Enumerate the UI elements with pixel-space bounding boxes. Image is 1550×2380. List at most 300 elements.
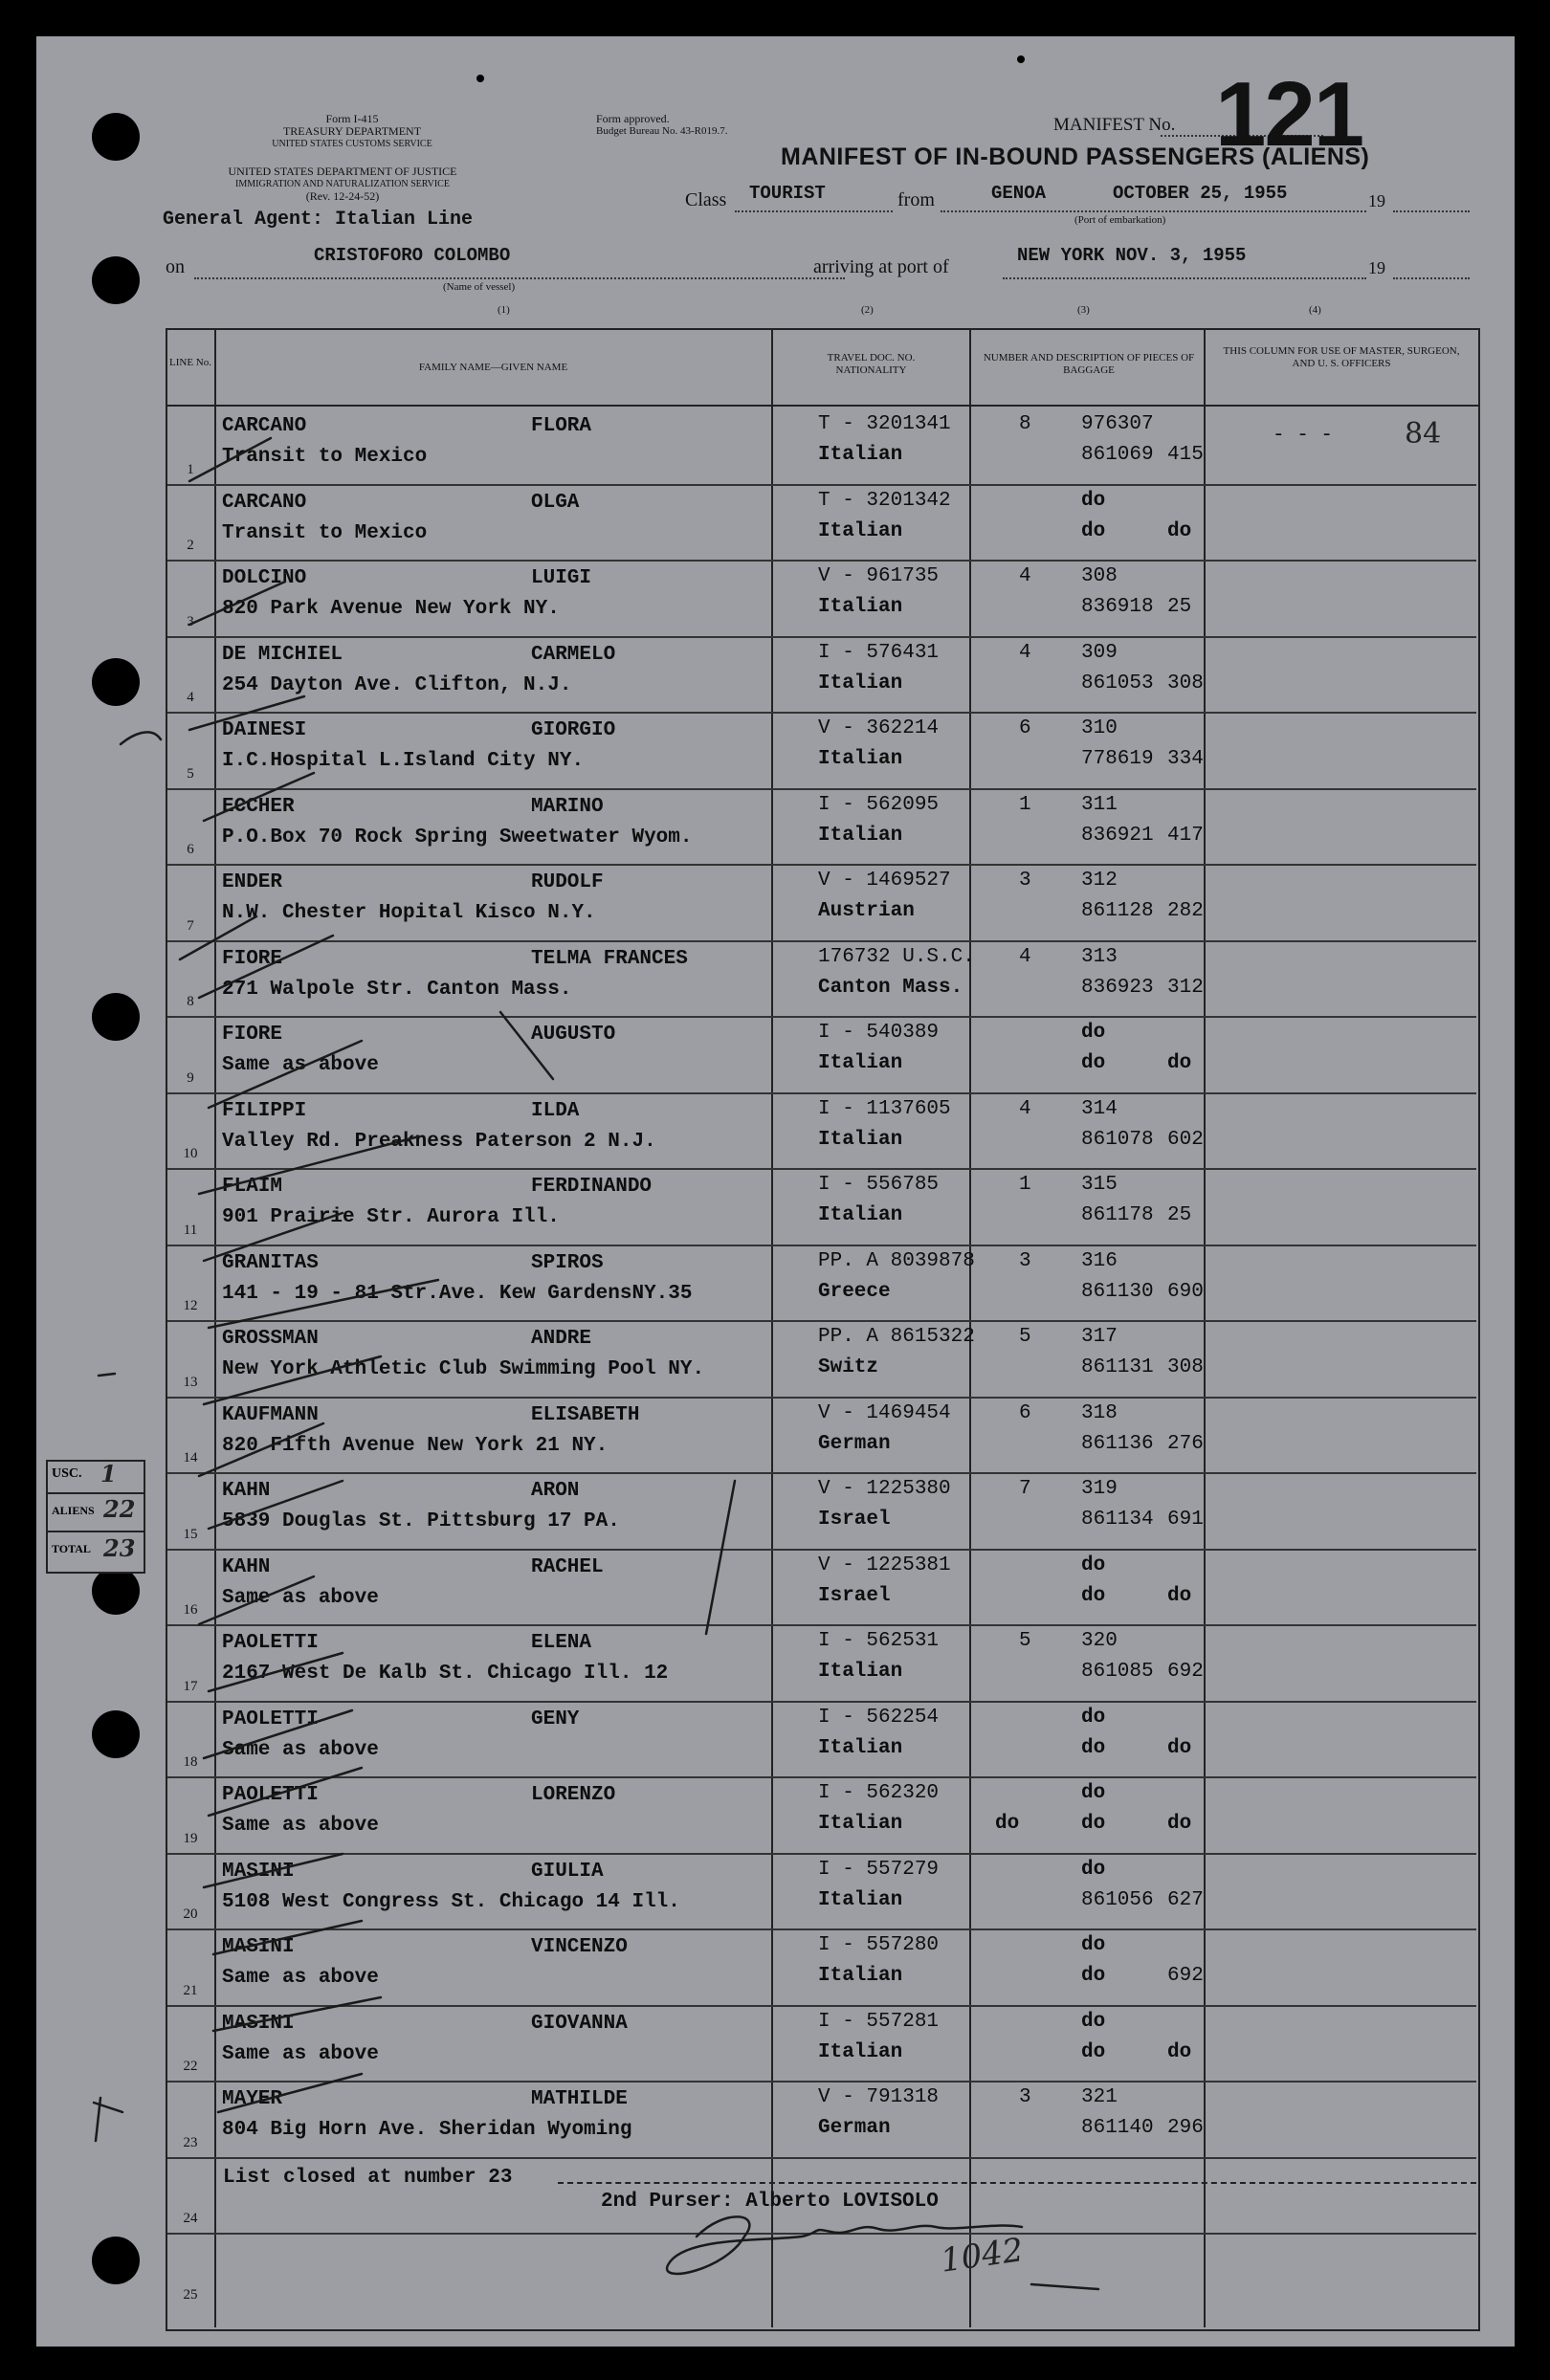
baggage-check: 836921 (1081, 824, 1154, 847)
line-number: 20 (183, 1906, 198, 1922)
nationality: Italian (818, 1813, 903, 1835)
line-number: 24 (183, 2211, 198, 2226)
table-row (167, 1549, 1476, 1627)
address: New York Athletic Club Swimming Pool NY. (222, 1358, 705, 1380)
given-name: TELMA FRANCES (531, 947, 688, 970)
travel-doc-number: I - 562531 (818, 1630, 940, 1652)
address: 141 - 19 - 81 Str.Ave. Kew GardensNY.35 (222, 1282, 693, 1305)
bottom-number: 1042 (938, 2231, 1026, 2281)
baggage-tag: 321 (1081, 2086, 1118, 2108)
address: Same as above (222, 2042, 379, 2065)
family-name: FLAIM (222, 1176, 283, 1198)
line-number: 19 (183, 1830, 198, 1846)
address: 5108 West Congress St. Chicago 14 Ill. (222, 1890, 680, 1913)
baggage-weight: 415 (1167, 444, 1204, 466)
family-name: MASINI (222, 1860, 295, 1883)
given-name: MATHILDE (531, 2088, 628, 2110)
binder-hole (92, 1567, 140, 1615)
treasury-dept: TREASURY DEPARTMENT (282, 124, 422, 138)
table-row (167, 864, 1476, 942)
stamp-total-label: TOTAL (52, 1542, 91, 1555)
nationality: Switz (818, 1356, 879, 1378)
travel-doc-number: V - 362214 (818, 717, 940, 739)
line-number: 10 (183, 1146, 198, 1161)
travel-doc-number: I - 1137605 (818, 1097, 951, 1120)
baggage-tag: 313 (1081, 945, 1118, 968)
baggage-weight: do (1167, 2040, 1192, 2063)
address: Same as above (222, 1586, 379, 1609)
year-line (1393, 210, 1470, 212)
closing-line (558, 2182, 1476, 2184)
table-row (167, 2005, 1476, 2083)
manifest-title: MANIFEST OF IN-BOUND PASSENGERS (ALIENS) (781, 143, 1370, 170)
travel-doc-number: V - 1469454 (818, 1401, 951, 1424)
nationality: Italian (818, 1965, 903, 1987)
given-name: FLORA (531, 415, 592, 437)
table-row (167, 1320, 1476, 1399)
line-number: 3 (187, 613, 194, 629)
vessel-name: CRISTOFORO COLOMBO (314, 245, 511, 266)
family-name: GROSSMAN (222, 1328, 319, 1350)
column-number: (4) (1309, 304, 1321, 316)
baggage-tag: 317 (1081, 1326, 1118, 1348)
baggage-weight: 25 (1167, 596, 1192, 618)
address: Valley Rd. Preakness Paterson 2 N.J. (222, 1130, 656, 1153)
line-number: 17 (183, 1678, 198, 1694)
stamp-total-value: 23 (103, 1534, 136, 1562)
baggage-tag: 319 (1081, 1478, 1118, 1500)
family-name: CARCANO (222, 491, 307, 514)
nationality: Austrian (818, 900, 915, 922)
table-row (167, 1016, 1476, 1094)
address: P.O.Box 70 Rock Spring Sweetwater Wyom. (222, 826, 693, 848)
line-number: 4 (187, 690, 194, 705)
nationality: Israel (818, 1584, 891, 1607)
baggage-weight: 312 (1167, 976, 1204, 999)
ins-service: IMMIGRATION AND NATURALIZATION SERVICE (235, 179, 450, 189)
given-name: ELISABETH (531, 1403, 640, 1426)
baggage-check: 778619 (1081, 748, 1154, 770)
address: N.W. Chester Hopital Kisco N.Y. (222, 902, 596, 924)
line-number: 8 (187, 994, 194, 1009)
address: 254 Dayton Ave. Clifton, N.J. (222, 673, 572, 696)
given-name: GIOVANNA (531, 2012, 628, 2035)
column-header-officers: THIS COLUMN FOR USE OF MASTER, SURGEON, AND U. S. OFFICERS (1223, 345, 1460, 369)
address: Same as above (222, 1815, 379, 1837)
baggage-pieces: 4 (1019, 945, 1031, 968)
baggage-tag: do (1081, 1934, 1106, 1956)
baggage-check: 861136 (1081, 1432, 1154, 1455)
nationality: Italian (818, 519, 903, 542)
baggage-tag: 316 (1081, 1249, 1118, 1272)
travel-doc-number: I - 557281 (818, 2010, 940, 2033)
baggage-tag: 308 (1081, 565, 1118, 587)
table-row (167, 1472, 1476, 1551)
travel-doc-number: V - 791318 (818, 2086, 940, 2108)
customs-service: UNITED STATES CUSTOMS SERVICE (272, 139, 432, 149)
form-number: Form I-415 (325, 112, 379, 125)
family-name: PAOLETTI (222, 1784, 319, 1806)
manifest-number: 121 (1215, 63, 1363, 165)
address: 2167 West De Kalb St. Chicago Ill. 12 (222, 1663, 669, 1685)
family-name: KAUFMANN (222, 1403, 319, 1426)
address: 271 Walpole Str. Canton Mass. (222, 978, 572, 1001)
line-number: 16 (183, 1602, 198, 1618)
table-row (167, 1624, 1476, 1703)
speck (1017, 55, 1025, 63)
family-name: ENDER (222, 871, 283, 893)
class-label: Class (685, 189, 727, 210)
nationality: Italian (818, 444, 903, 466)
baggage-pieces: 5 (1019, 1630, 1031, 1652)
travel-doc-number: V - 1225380 (818, 1478, 951, 1500)
line-number: 6 (187, 842, 194, 857)
baggage-weight: do (1167, 1813, 1192, 1835)
nationality: Italian (818, 1888, 903, 1911)
family-name: DOLCINO (222, 567, 307, 589)
class-value: TOURIST (749, 183, 826, 204)
baggage-pieces: 4 (1019, 641, 1031, 664)
table-row (167, 940, 1476, 1019)
table-header-divider (166, 405, 1478, 407)
nationality: Italian (818, 2040, 903, 2063)
address: 820 Park Avenue New York NY. (222, 598, 560, 620)
travel-doc-number: 176732 U.S.C. (818, 945, 975, 968)
tally-stamp (46, 1460, 145, 1574)
on-label: on (166, 256, 185, 277)
address: Same as above (222, 1054, 379, 1076)
baggage-pieces: 3 (1019, 870, 1031, 892)
family-name: PAOLETTI (222, 1632, 319, 1654)
line-number: 12 (183, 1298, 198, 1313)
given-name: ANDRE (531, 1328, 592, 1350)
officer-mark: 84 (1405, 417, 1442, 451)
table-row (167, 1092, 1476, 1171)
baggage-check: 836923 (1081, 976, 1154, 999)
family-name: GRANITAS (222, 1251, 319, 1274)
travel-doc-number: PP. A 8615322 (818, 1326, 975, 1348)
given-name: MARINO (531, 795, 604, 818)
binder-hole (92, 658, 140, 706)
travel-doc-number: I - 562095 (818, 793, 940, 816)
baggage-tag: 976307 (1081, 413, 1154, 435)
port-embarkation-note: (Port of embarkation) (1074, 214, 1166, 226)
baggage-pieces: 5 (1019, 1326, 1031, 1348)
given-name: LORENZO (531, 1784, 616, 1806)
address: Same as above (222, 1738, 379, 1761)
baggage-check: do (1081, 1813, 1106, 1835)
list-closed-note: List closed at number 23 (223, 2167, 513, 2189)
baggage-weight: 417 (1167, 824, 1204, 847)
travel-doc-number: I - 562254 (818, 1706, 940, 1729)
family-name: KAHN (222, 1480, 271, 1502)
binder-hole (92, 993, 140, 1041)
table-row (167, 2233, 1476, 2309)
baggage-check: 861128 (1081, 900, 1154, 922)
baggage-pieces: do (995, 1813, 1020, 1835)
baggage-weight: 692 (1167, 1965, 1204, 1987)
baggage-check: 861140 (1081, 2117, 1154, 2139)
baggage-weight: 602 (1167, 1128, 1204, 1151)
line-number: 15 (183, 1526, 198, 1542)
family-name: PAOLETTI (222, 1708, 319, 1730)
column-header-line-no: LINE No. (169, 357, 211, 368)
speck (476, 75, 484, 82)
given-name: OLGA (531, 491, 580, 514)
travel-doc-number: I - 562320 (818, 1782, 940, 1804)
baggage-weight: do (1167, 1736, 1192, 1759)
given-name: LUIGI (531, 567, 592, 589)
given-name: AUGUSTO (531, 1024, 616, 1046)
baggage-weight: 627 (1167, 1888, 1204, 1911)
baggage-tag: 312 (1081, 870, 1118, 892)
line-number: 18 (183, 1754, 198, 1770)
vessel-line (194, 277, 845, 279)
baggage-check: do (1081, 1965, 1106, 1987)
baggage-weight: 296 (1167, 2117, 1204, 2139)
family-name: FIORE (222, 1024, 283, 1046)
baggage-weight: 334 (1167, 748, 1204, 770)
stamp-aliens-label: ALIENS (52, 1504, 95, 1517)
arrival-port-date: NEW YORK NOV. 3, 1955 (1017, 245, 1247, 266)
nationality: Italian (818, 824, 903, 847)
year-suffix: 19 (1368, 191, 1385, 210)
line-number: 22 (183, 2059, 198, 2074)
table-row (167, 1168, 1476, 1246)
nationality: Italian (818, 1052, 903, 1074)
baggage-check: do (1081, 1052, 1106, 1074)
year-line (1393, 277, 1470, 279)
table-row (167, 408, 1476, 486)
family-name: MASINI (222, 1936, 295, 1958)
baggage-tag: do (1081, 1706, 1106, 1729)
table-row (167, 712, 1476, 790)
column-header-baggage: NUMBER AND DESCRIPTION OF PIECES OF BAGGAGE (983, 352, 1195, 376)
baggage-tag: 314 (1081, 1097, 1118, 1120)
baggage-pieces: 7 (1019, 1478, 1031, 1500)
purser-name: 2nd Purser: Alberto LOVISOLO (601, 2191, 939, 2213)
nationality: Italian (818, 1128, 903, 1151)
table-row (167, 788, 1476, 867)
general-agent: General Agent: Italian Line (163, 209, 474, 231)
family-name: DAINESI (222, 719, 307, 741)
baggage-check: 861056 (1081, 1888, 1154, 1911)
line-number: 25 (183, 2286, 198, 2303)
line-number: 9 (187, 1069, 194, 1086)
line-number: 14 (183, 1450, 198, 1465)
given-name: GIORGIO (531, 719, 616, 741)
address: 901 Prairie Str. Aurora Ill. (222, 1206, 560, 1228)
line-number: 11 (183, 1222, 198, 1238)
table-row (167, 1853, 1476, 1931)
family-name: CARCANO (222, 415, 307, 437)
baggage-pieces: 8 (1019, 413, 1031, 435)
family-name: ECCHER (222, 795, 295, 818)
nationality: Italian (818, 1204, 903, 1226)
given-name: ELENA (531, 1632, 592, 1654)
travel-doc-number: I - 576431 (818, 641, 940, 664)
stamp-aliens-value: 22 (103, 1495, 136, 1523)
baggage-tag: 318 (1081, 1401, 1118, 1424)
baggage-pieces: 1 (1019, 1174, 1031, 1196)
address: Transit to Mexico (222, 521, 428, 544)
baggage-pieces: 3 (1019, 2086, 1031, 2108)
baggage-check: 861085 (1081, 1661, 1154, 1683)
from-label: from (897, 189, 935, 210)
column-number: (1) (498, 304, 510, 316)
given-name: CARMELO (531, 643, 616, 666)
address: Transit to Mexico (222, 446, 428, 468)
from-value: GENOA (991, 183, 1047, 204)
baggage-tag: 320 (1081, 1630, 1118, 1652)
travel-doc-number: T - 3201341 (818, 413, 951, 435)
line-number: 21 (183, 1982, 198, 1998)
nationality: Israel (818, 1509, 891, 1531)
officer-note: - - - (1273, 425, 1334, 447)
nationality: Italian (818, 1661, 903, 1683)
baggage-weight: 282 (1167, 900, 1204, 922)
baggage-tag: do (1081, 1022, 1106, 1044)
budget-bureau: Budget Bureau No. 43-R019.7. (596, 125, 728, 137)
given-name: RUDOLF (531, 871, 604, 893)
baggage-check: 861130 (1081, 1280, 1154, 1303)
given-name: GIULIA (531, 1860, 604, 1883)
baggage-pieces: 1 (1019, 793, 1031, 816)
baggage-tag: 310 (1081, 717, 1118, 739)
address: I.C.Hospital L.Island City NY. (222, 750, 585, 772)
baggage-tag: do (1081, 2010, 1106, 2033)
table-row (167, 1701, 1476, 1779)
binder-hole (92, 2237, 140, 2284)
baggage-weight: do (1167, 1052, 1192, 1074)
table-row (167, 1397, 1476, 1475)
justice-dept: UNITED STATES DEPARTMENT OF JUSTICE (228, 165, 457, 178)
stamp-usc-label: USC. (52, 1466, 82, 1481)
baggage-tag: 315 (1081, 1174, 1118, 1196)
baggage-pieces: 6 (1019, 717, 1031, 739)
family-name: FILIPPI (222, 1099, 307, 1122)
manifest-label: MANIFEST No. (1053, 115, 1176, 135)
revision: (Rev. 12-24-52) (305, 189, 380, 203)
table-row (167, 1928, 1476, 2007)
baggage-check: do (1081, 2040, 1106, 2063)
line-number: 1 (187, 461, 194, 477)
line-number: 5 (187, 765, 194, 782)
nationality: Italian (818, 672, 903, 694)
family-name: FIORE (222, 947, 283, 970)
baggage-tag: 311 (1081, 793, 1118, 816)
from-line (941, 210, 1366, 212)
travel-doc-number: I - 540389 (818, 1022, 940, 1044)
address: Same as above (222, 1967, 379, 1989)
line-number: 23 (183, 2134, 198, 2150)
baggage-check: 861053 (1081, 672, 1154, 694)
binder-hole (92, 113, 140, 161)
baggage-tag: do (1081, 1782, 1106, 1804)
nationality: Greece (818, 1280, 891, 1303)
baggage-tag: do (1081, 1554, 1106, 1576)
baggage-check: 836918 (1081, 596, 1154, 618)
column-number: (3) (1077, 304, 1090, 316)
baggage-tag: 309 (1081, 641, 1118, 664)
travel-doc-number: V - 1225381 (818, 1554, 951, 1576)
nationality: Canton Mass. (818, 976, 963, 999)
nationality: German (818, 2117, 891, 2139)
baggage-check: 861069 (1081, 444, 1154, 466)
column-header-name: FAMILY NAME—GIVEN NAME (418, 362, 568, 373)
arriving-label: arriving at port of (813, 256, 949, 277)
travel-doc-number: I - 556785 (818, 1174, 940, 1196)
baggage-check: 861078 (1081, 1128, 1154, 1151)
family-name: MAYER (222, 2088, 283, 2110)
year-suffix: 19 (1368, 258, 1385, 277)
arrival-line (1003, 277, 1366, 279)
table-row (167, 636, 1476, 715)
line-number: 2 (187, 538, 194, 553)
column-number: (2) (861, 304, 874, 316)
baggage-weight: 690 (1167, 1280, 1204, 1303)
nationality: German (818, 1432, 891, 1455)
given-name: SPIROS (531, 1251, 604, 1274)
baggage-check: do (1081, 1736, 1106, 1759)
baggage-weight: 692 (1167, 1661, 1204, 1683)
baggage-check: 861178 (1081, 1204, 1154, 1226)
address: 804 Big Horn Ave. Sheridan Wyoming (222, 2119, 632, 2141)
family-name: MASINI (222, 2012, 295, 2035)
given-name: GENY (531, 1708, 580, 1730)
class-line (735, 210, 893, 212)
address: 820 Fifth Avenue New York 21 NY. (222, 1434, 609, 1457)
baggage-weight: 691 (1167, 1509, 1204, 1531)
column-header-travel-doc: TRAVEL DOC. NO. NATIONALITY (827, 352, 916, 376)
baggage-pieces: 3 (1019, 1249, 1031, 1272)
baggage-weight: 308 (1167, 1356, 1204, 1378)
manifest-sheet (36, 36, 1515, 2347)
nationality: Italian (818, 748, 903, 770)
baggage-pieces: 4 (1019, 565, 1031, 587)
baggage-weight: 276 (1167, 1432, 1204, 1455)
stamp-usc-value: 1 (100, 1460, 117, 1488)
nationality: Italian (818, 596, 903, 618)
vessel-note: (Name of vessel) (443, 281, 516, 293)
travel-doc-number: T - 3201342 (818, 489, 951, 512)
family-name: KAHN (222, 1555, 271, 1578)
baggage-weight: do (1167, 519, 1192, 542)
table-row (167, 1776, 1476, 1855)
travel-doc-number: V - 961735 (818, 565, 940, 587)
travel-doc-number: I - 557279 (818, 1858, 940, 1881)
baggage-weight: 308 (1167, 672, 1204, 694)
baggage-tag: do (1081, 1858, 1106, 1881)
departure-date: OCTOBER 25, 1955 (1113, 183, 1288, 204)
binder-hole (92, 256, 140, 304)
baggage-check: 861131 (1081, 1356, 1154, 1378)
family-name: DE MICHIEL (222, 643, 343, 666)
table-row (167, 1245, 1476, 1323)
travel-doc-number: PP. A 8039878 (818, 1249, 975, 1272)
address: 5839 Douglas St. Pittsburg 17 PA. (222, 1510, 620, 1532)
given-name: FERDINANDO (531, 1176, 653, 1198)
line-number: 7 (187, 917, 194, 934)
baggage-pieces: 4 (1019, 1097, 1031, 1120)
baggage-check: do (1081, 1584, 1106, 1607)
table-row (167, 2081, 1476, 2159)
nationality: Italian (818, 1736, 903, 1759)
given-name: ILDA (531, 1099, 580, 1122)
travel-doc-number: V - 1469527 (818, 870, 951, 892)
travel-doc-number: I - 557280 (818, 1934, 940, 1956)
baggage-tag: do (1081, 489, 1106, 512)
